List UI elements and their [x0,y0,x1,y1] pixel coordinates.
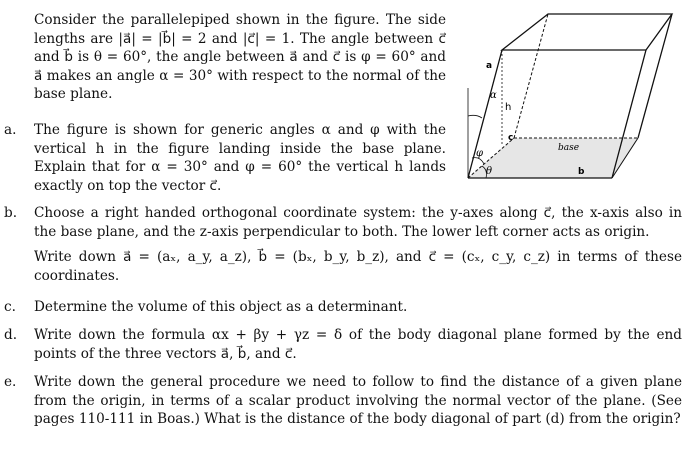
label-alpha: α [490,90,497,101]
question-label: d. [4,327,18,343]
label-h: h [505,102,512,113]
label-phi: φ [476,148,484,159]
question-label: b. [4,205,18,221]
label-c: c [508,133,514,143]
question-text-2: Write down a⃗ = (aₓ, a_y, a_z), b⃗ = (bₓ, b_y, b_z), and c⃗ = (cₓ, c_y, c_z) in terms of these coordinates. [34,249,682,284]
back-right-vertical-edge [638,14,672,138]
label-a: a [486,61,493,71]
question-label: c. [4,299,16,315]
question-label: e. [4,374,17,390]
parallelepiped-figure [462,6,682,186]
question-text: Choose a right handed orthogonal coordinate system: the y-axes along c⃗, the x-axis also in the base plane, and the z-axis perpendicular to both. The lower left corner acts as origin. [34,205,682,240]
right-vertical-edge [612,50,646,178]
question-text: Write down the formula αx + βy + γz = δ of the body diagonal plane formed by the end points of the three vectors a⃗, b⃗, and c⃗. [34,327,682,362]
label-base: base [558,143,580,153]
question-text: Determine the volume of this object as a determinant. [34,299,408,315]
label-theta: θ [486,166,493,177]
intro-paragraph: Consider the parallelepiped shown in the figure. The side lengths are |a⃗| = |b⃗| = 2 and |c⃗| = 1. The angle between c⃗ and b⃗ is θ = 60°, the angle between a⃗ and c⃗ is φ = 60° and a⃗ makes an angle α = 30° with respect to the normal of the base plane. [34,12,446,103]
top-face [502,14,672,50]
angle-alpha-arc [468,115,482,118]
back-left-vertical-dashed [514,14,548,138]
base-plane [468,138,638,178]
label-b: b [578,167,585,177]
question-text: The figure is shown for generic angles α and φ with the vertical h in the figure landing inside the base plane. Explain that for α = 30° and φ = 60° the vertical h lands exactly on top the vector c⃗. [34,122,446,194]
question-label: a. [4,122,17,138]
question-text: Write down the general procedure we need to follow to find the distance of a given plane from the origin, in terms of a scalar product involving the normal vector of the plane. (See pages 110-111 in Boas.) What is the distance of the body diagonal of part (d) from the origin? [34,374,682,428]
